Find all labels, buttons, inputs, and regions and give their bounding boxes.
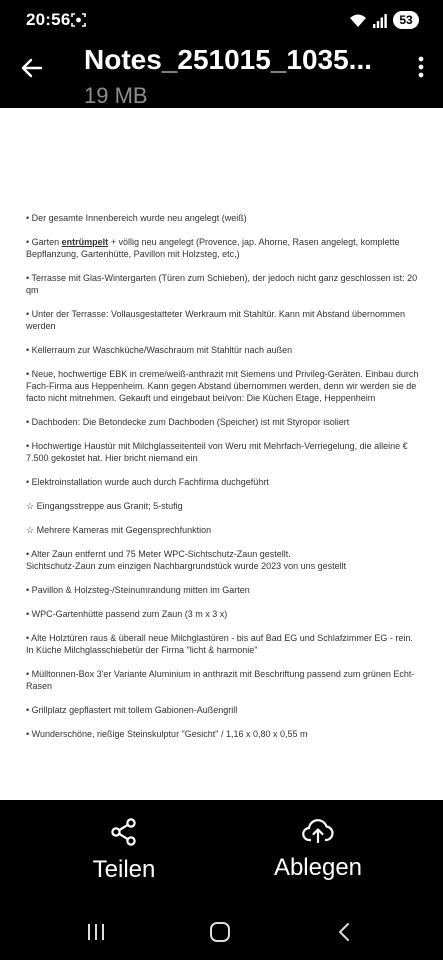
status-bar bbox=[0, 0, 443, 40]
document-item: • Pavillon & Holzsteg-/Steinumrandung mitten im Garten bbox=[26, 585, 250, 595]
system-nav-bar bbox=[0, 904, 443, 960]
document-item: • Alter Zaun entfernt und 75 Meter WPC-Sichtschutz-Zaun gestellt. Sichtschutz-Zaun zum einzigen Nachbargrundstück wurde 2023 von uns gestellt bbox=[26, 549, 347, 571]
document-item: • Dachboden: Die Betondecke zum Dachboden (Speicher) ist mit Styropor isoliert bbox=[26, 417, 350, 427]
share-button[interactable] bbox=[74, 818, 174, 884]
status-icons bbox=[349, 9, 419, 31]
recents-button[interactable] bbox=[76, 918, 116, 946]
file-size: 19 MB bbox=[84, 83, 148, 108]
document-item: • Neue, hochwertige EBK in creme/weiß-anthrazit mit Siemens und Privileg-Geräten. Einbau durch Fach-Firma aus Heppenheim. Kann gegen Abstand übernommen werden, denn wir werden sie de facto nicht mitnehmen. Gekauft und eingebaut bei/von: Die Küchen Etage, Heppenheim bbox=[26, 369, 419, 403]
document-content bbox=[26, 212, 422, 752]
status-time: 20:56 bbox=[26, 10, 71, 29]
screen-record-icon bbox=[71, 13, 86, 27]
document-item: • Der gesamte Innenbereich wurde neu angelegt (weiß) bbox=[26, 213, 247, 223]
document-item: • Unter der Terrasse: Vollausgestatteter Werkraum mit Stahltür. Kann mit Abstand übernommen werden bbox=[26, 309, 405, 331]
more-vertical-icon bbox=[418, 56, 424, 78]
share-icon bbox=[111, 818, 137, 846]
share-label: Teilen bbox=[92, 856, 156, 883]
action-bar bbox=[0, 800, 443, 904]
document-item-text: + völlig neu angelegt (Provence, jap. Ahorne, Rasen angelegt, komplette Bepflanzung, Gartenhütte, Pavillon mit Holzsteg, etc,) bbox=[26, 237, 400, 259]
more-options-button[interactable] bbox=[411, 52, 431, 82]
document-item-text: • Garten bbox=[26, 237, 62, 247]
document-item bbox=[26, 236, 422, 260]
document-preview[interactable] bbox=[0, 108, 443, 800]
document-item: • Elektroinstallation wurde auch durch Fachfirma duchgeführt bbox=[26, 477, 269, 487]
nav-back-button[interactable] bbox=[324, 918, 364, 946]
document-item: ☆ Eingangsstreppe aus Granit; 5-stufig bbox=[26, 501, 183, 511]
document-item: • Terrasse mit Glas-Wintergarten (Türen zum Schieben), der jedoch nicht ganz geschlossen ist: 20 qm bbox=[26, 273, 418, 295]
store-button[interactable] bbox=[258, 818, 378, 882]
file-title: Notes_251015_1035... bbox=[84, 44, 372, 75]
back-button[interactable] bbox=[14, 50, 50, 86]
document-item: ☆ Mehrere Kameras mit Gegensprechfunktion bbox=[26, 525, 212, 535]
store-label: Ablegen bbox=[273, 854, 363, 881]
document-item: • Hochwertige Haustür mit Milchglasseitenteil von Weru mit Mehrfach-Verriegelung, die alleine € 7.500 gekostet hat. Hier bricht niemand ein bbox=[26, 441, 408, 463]
document-item-emphasis: entrümpelt bbox=[61, 237, 109, 247]
document-item: • Mülltonnen-Box 3'er Variante Aluminium in anthrazit mit Beschriftung passend zum grünen Echt-Rasen bbox=[26, 669, 415, 691]
nav-back-icon bbox=[337, 922, 351, 942]
document-item: • Grillplatz gepflastert mit tollem Gabionen-Außengrill bbox=[26, 705, 238, 715]
document-item: • Wunderschöne, rießige Steinskulptur "Gesicht" / 1,16 x 0,80 x 0,55 m bbox=[26, 729, 308, 739]
document-item: • WPC-Gartenhütte passend zum Zaun (3 m x 3 x) bbox=[26, 609, 228, 619]
app-bar bbox=[0, 40, 443, 108]
recents-icon bbox=[87, 923, 105, 941]
signal-icon bbox=[373, 13, 387, 28]
home-icon bbox=[209, 921, 231, 943]
arrow-left-icon bbox=[21, 58, 43, 78]
document-item: • Alte Holztüren raus & überall neue Milchglastüren - bis auf Bad EG und Schlafzimmer EG - rein. In Küche Milchglasschiebetür der Firma "licht & harmonie" bbox=[26, 633, 413, 655]
battery-icon: 53 bbox=[393, 11, 419, 29]
document-item: • Kellerraum zur Waschküche/Waschraum mit Stahltür nach außen bbox=[26, 345, 293, 355]
cloud-upload-icon bbox=[302, 818, 334, 844]
wifi-icon bbox=[349, 13, 367, 28]
home-button[interactable] bbox=[200, 918, 240, 946]
